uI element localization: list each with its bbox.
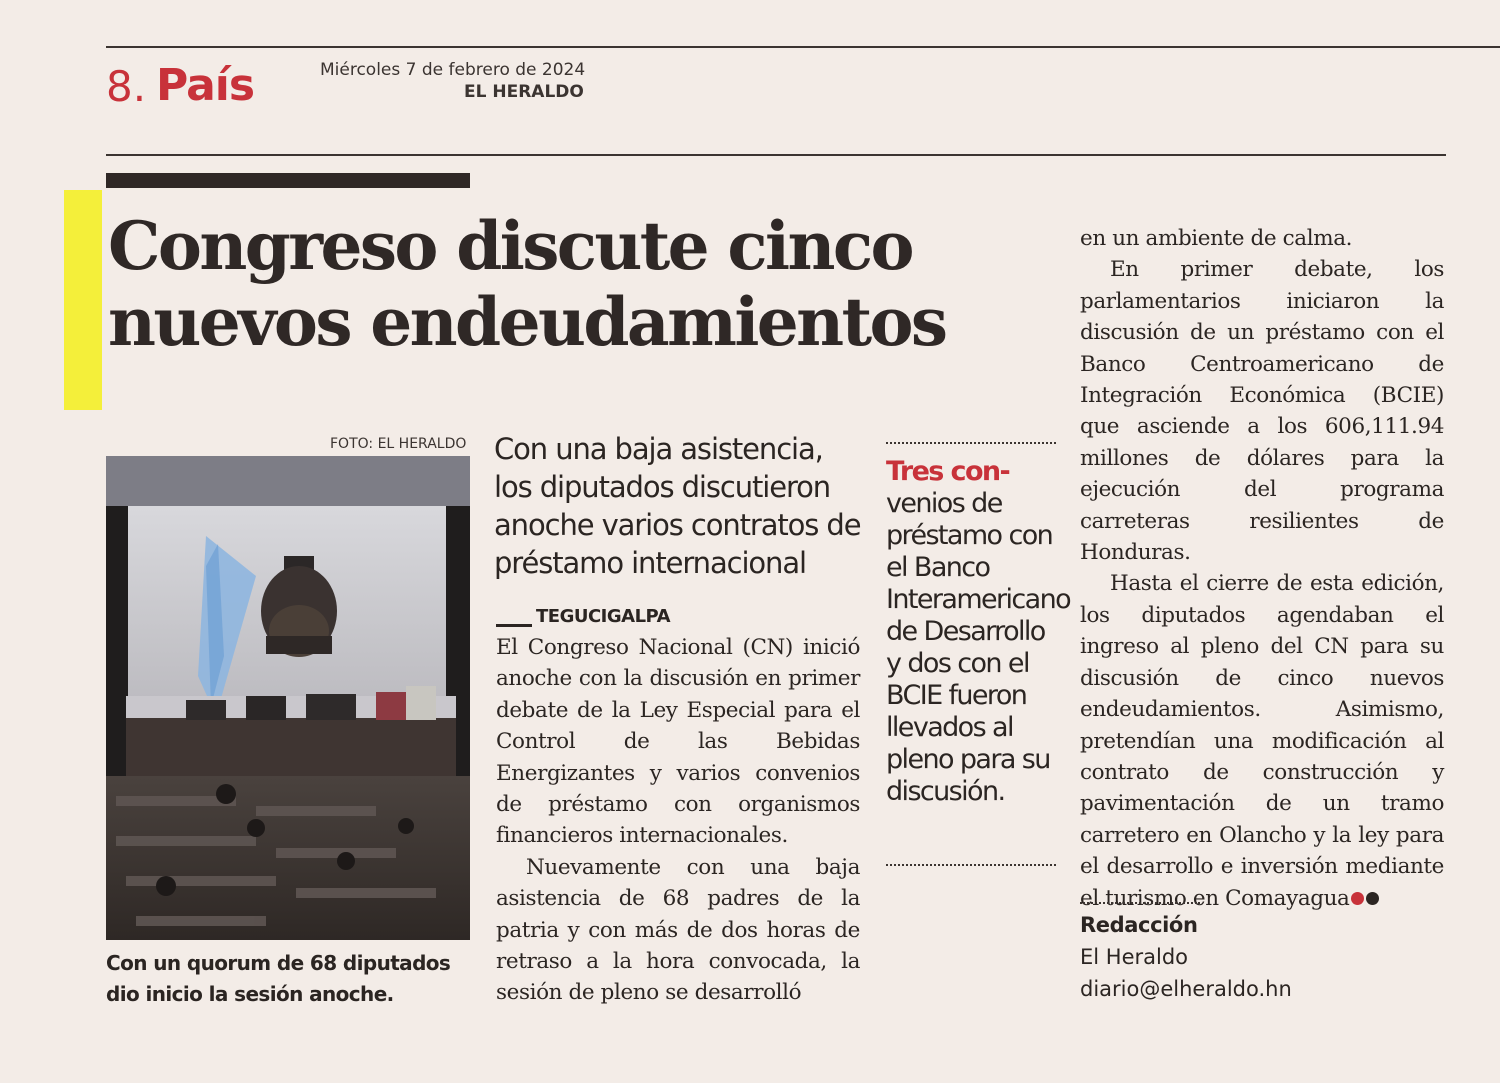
paragraph: en un ambiente de calma. <box>1080 226 1353 251</box>
headline-bar <box>106 173 470 188</box>
headline <box>108 208 1068 360</box>
pull-quote <box>886 456 1071 808</box>
pull-quote-top-rule <box>886 442 1056 444</box>
paragraph-last <box>1080 568 1444 913</box>
body-column-3 <box>1080 223 1444 914</box>
end-mark-red-icon <box>1351 892 1364 905</box>
pull-quote-bottom-rule <box>886 864 1056 866</box>
pull-quote-text: venios de préstamo con el Banco Interamericano de Desarrollo y dos con el BCIE fueron llevados al pleno para su discusión. <box>886 488 1071 807</box>
paragraph: Nuevamente con una baja asistencia de 68 padres de la patria y con más de dos horas de retraso a la hora convocada, la sesión de pleno se desarrolló <box>496 854 860 1006</box>
dateline: TEGUCIGALPA <box>536 606 671 627</box>
photo-caption: Con un quorum de 68 diputados dio inicio la sesión anoche. <box>106 951 451 1006</box>
pull-quote-lead: Tres con- <box>886 456 1010 487</box>
congress-photo <box>106 456 470 940</box>
bleed-through-text <box>280 72 302 147</box>
body-column-1 <box>496 632 860 1009</box>
byline-rule <box>1080 902 1200 904</box>
page-number: 8. <box>106 62 147 111</box>
header-rule <box>106 154 1446 156</box>
end-mark-dark-icon <box>1366 892 1379 905</box>
issue-date: Miércoles 7 de febrero de 2024 <box>320 60 586 80</box>
paragraph: En primer debate, los parlamentarios iniciaron la discusión de un préstamo con el Banco Centroamericano de Integración Económica (BCIE) que asciende a los 606,111.94 millones de dólares para la ejecución del programa carreteras resilientes de Honduras. <box>1080 257 1444 566</box>
top-rule <box>106 46 1500 48</box>
photo-credit: FOTO: EL HERALDO <box>330 436 467 452</box>
dateline-bar <box>496 624 532 627</box>
byline-label: Redacción <box>1080 913 1198 937</box>
newspaper-name: EL HERALDO <box>464 82 584 102</box>
subheadline: Con una baja asistencia, los diputados discutieron anoche varios contratos de préstamo internacional <box>494 432 861 580</box>
headline-line-2: nuevos endeudamientos <box>108 283 946 361</box>
headline-line-1: Congreso discute cinco <box>108 207 912 285</box>
section-name: País <box>156 60 255 111</box>
highlighter-mark <box>64 190 102 410</box>
paragraph-text: Hasta el cierre de esta edición, los diputados agendaban el ingreso al pleno del CN para su discusión de cinco nuevos endeudamientos. Asimismo, pretendían una modificación al contrato de construcción y pavimentación de un tramo carretero en Olancho y la ley para el desarrollo e inversión mediante el turismo en Comayagua <box>1080 571 1444 911</box>
paragraph: El Congreso Nacional (CN) inició anoche con la discusión en primer debate de la Ley Especial para el Control de las Bebidas Energizantes y varios convenios de préstamo con organismos financieros internacionales. <box>496 635 860 849</box>
byline-organization: El Heraldo <box>1080 945 1189 969</box>
byline-email: diario@elheraldo.hn <box>1080 977 1292 1001</box>
